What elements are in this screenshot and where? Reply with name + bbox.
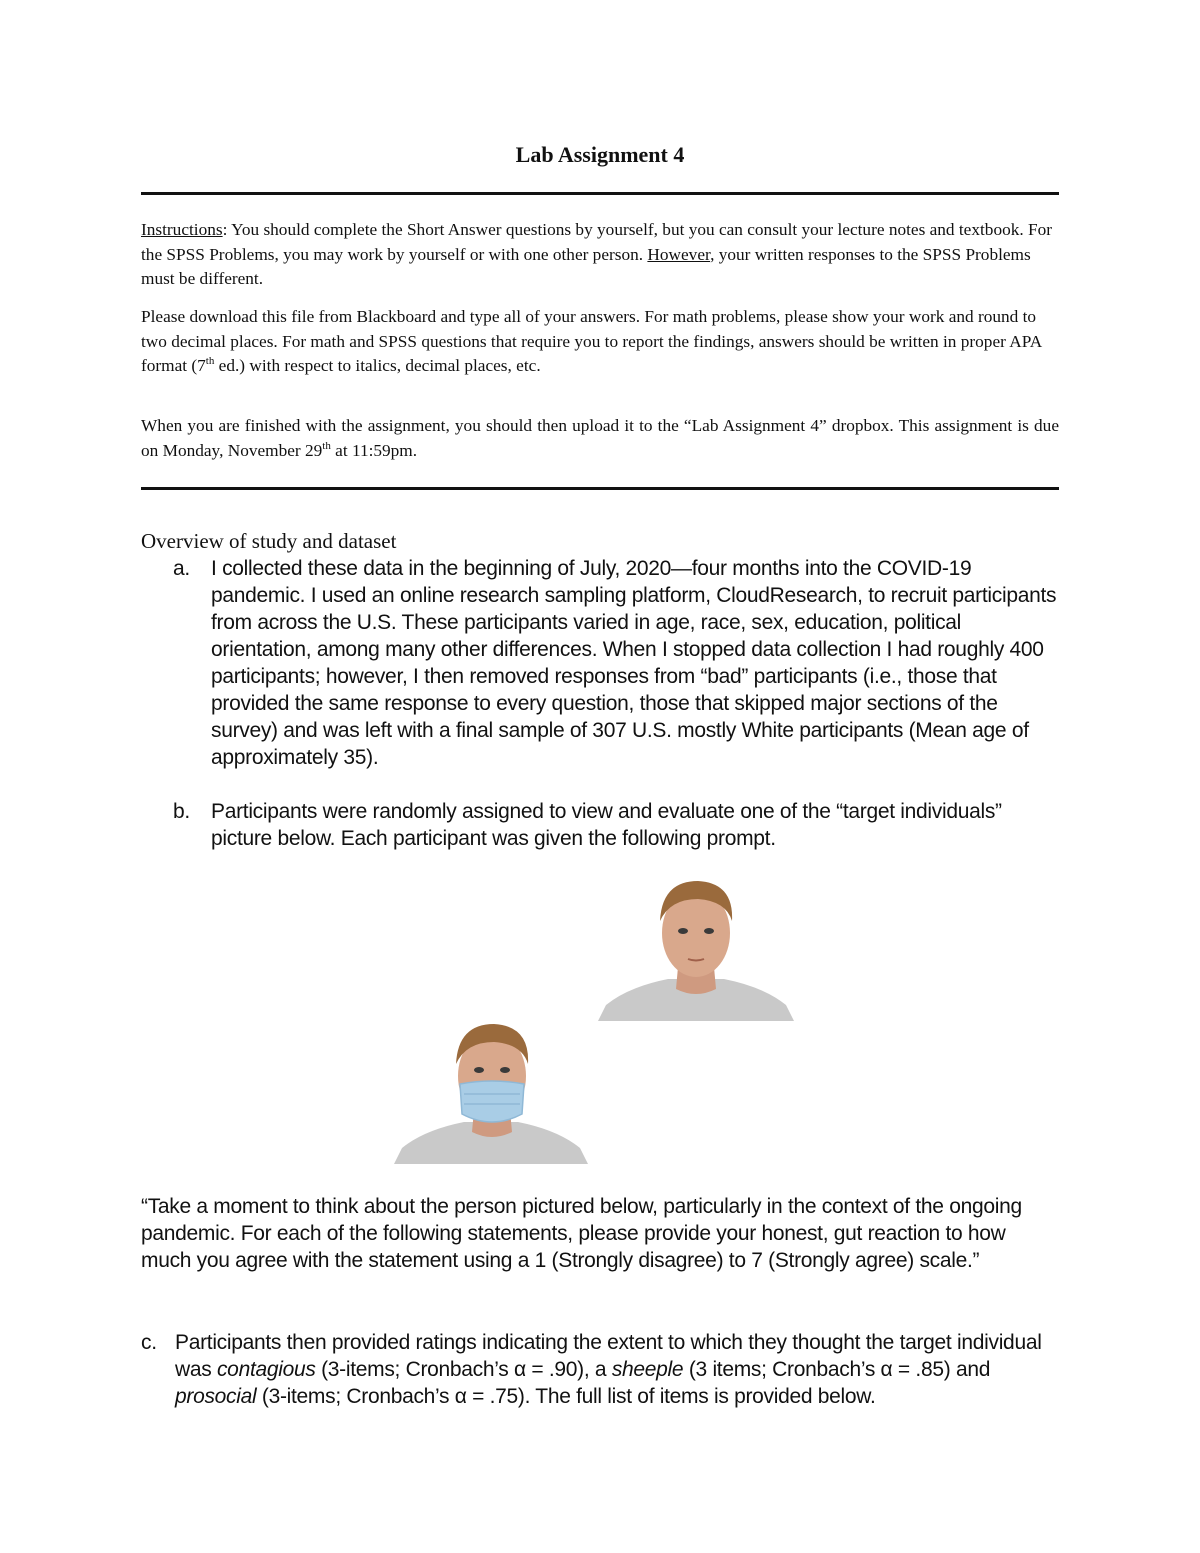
upload-text-end: at 11:59pm.	[330, 440, 418, 460]
item-c-text-1: Participants then provided ratings indicating the extent to which they thought the target individual was	[175, 1331, 1042, 1381]
document-title: Lab Assignment 4	[515, 142, 685, 167]
instructions-label: Instructions	[141, 220, 223, 239]
right-eye	[704, 928, 714, 934]
list-item-text: Participants were randomly assigned to view and evaluate one of the “target individuals” picture below. Each participant was given the following prompt.	[211, 800, 1002, 850]
bottom-divider	[141, 487, 1059, 490]
face-mask-shape	[460, 1081, 524, 1122]
list-item-text: I collected these data in the beginning of July, 2020—four months into the COVID-19 pandemic. I used an online research sampling platform, CloudResearch, to recruit participants from across the U.S. These participants varied in age, race, sex, education, political orientation, among many other differences. When I stopped data collection I had roughly 400 participants; however, I then removed responses from “bad” participants (i.e., those that provided the same response to every question, those that skipped major sections of the survey) and was left with a final sample of 307 U.S. mostly White participants (Mean age of approximately 35).	[211, 557, 1057, 769]
term-contagious: contagious	[216, 1358, 316, 1381]
target-photo-masked	[394, 1018, 588, 1164]
list-marker: a.	[173, 557, 190, 580]
download-text: Please download this file from Blackboard and type all of your answers. For math problems, please show your work and round to two decimal places. For math and SPSS questions that require you to report the findings, answers should be written in proper APA format (7	[141, 307, 1042, 375]
term-prosocial: prosocial	[175, 1385, 257, 1408]
top-divider	[141, 192, 1059, 195]
term-sheeple: sheeple	[611, 1358, 684, 1381]
download-paragraph	[141, 305, 1059, 379]
instructions-paragraph	[141, 218, 1059, 292]
item-c-text-3: (3 items; Cronbach’s α = .85) and	[683, 1358, 991, 1381]
edition-superscript: th	[205, 355, 215, 368]
upload-text: When you are finished with the assignment, you should then upload it to the “Lab Assignment 4” dropbox. This assignment is due on Monday, November 29	[141, 416, 1059, 460]
right-eye	[500, 1067, 510, 1073]
instructions-end: , your written responses to the SPSS Problems must be different.	[141, 244, 1031, 288]
prompt-quote: “Take a moment to think about the person pictured below, particularly in the context of the ongoing pandemic. For each of the following statements, please provide your honest, gut reaction to how much you agree with the statement using a 1 (Strongly disagree) to 7 (Strongly agree) scale.”	[141, 1195, 1022, 1272]
left-eye	[678, 928, 688, 934]
left-eye	[474, 1067, 484, 1073]
list-marker: b.	[173, 800, 190, 823]
target-photo-unmasked	[598, 875, 794, 1021]
instructions-text: : You should complete the Short Answer questions by yourself, but you can consult your lecture notes and textbook. For the SPSS Problems, you may work by yourself or with one other person.	[141, 220, 1053, 264]
overview-heading: Overview of study and dataset	[141, 529, 397, 553]
however-label: However	[647, 244, 711, 264]
download-text-end: ed.) with respect to italics, decimal places, etc.	[214, 356, 541, 375]
upload-paragraph	[141, 414, 1059, 463]
date-superscript: th	[322, 439, 331, 452]
list-item-text	[175, 1329, 1065, 1410]
item-c-text-4: (3-items; Cronbach’s α = .75). The full list of items is provided below.	[256, 1385, 876, 1408]
item-c-text-2: (3-items; Cronbach’s α = .90), a	[315, 1358, 612, 1381]
list-marker: c.	[141, 1331, 157, 1354]
